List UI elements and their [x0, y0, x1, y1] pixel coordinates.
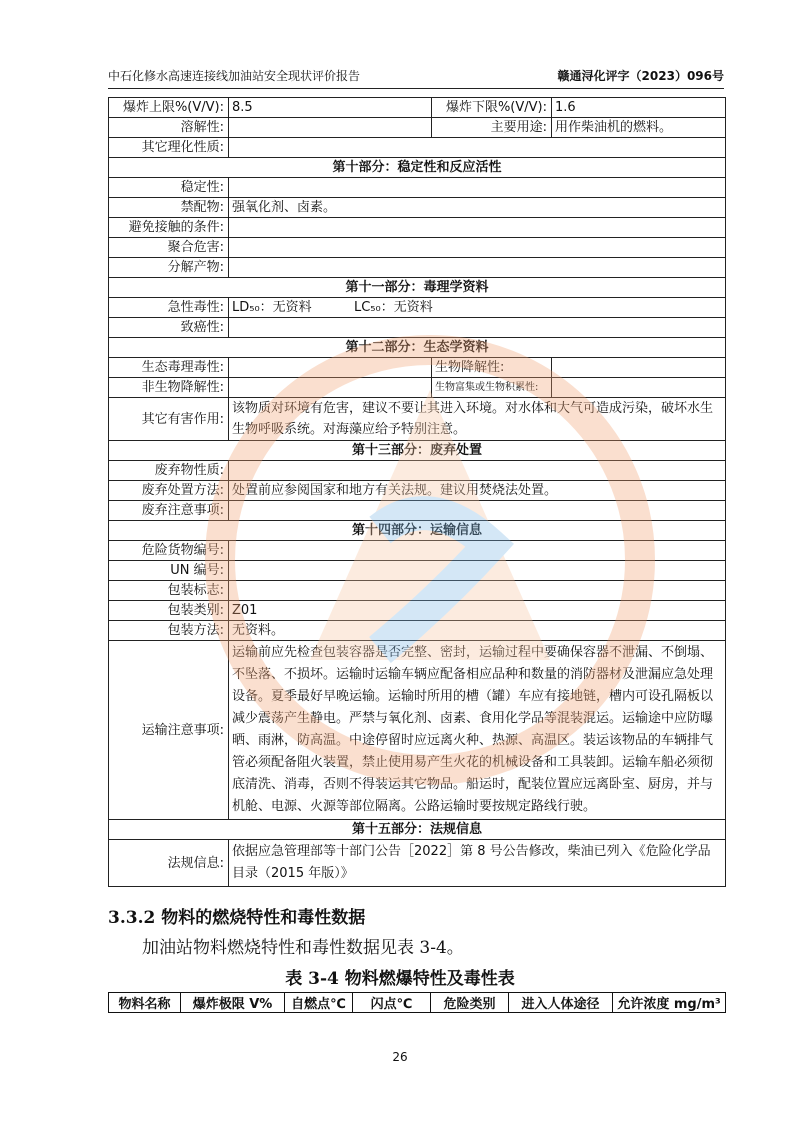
table-row — [109, 641, 726, 820]
table-row — [109, 178, 726, 198]
decomposition-value — [229, 258, 726, 278]
solubility-label: 溶解性: — [109, 118, 229, 138]
un-number-label: UN 编号: — [109, 561, 229, 581]
table-row — [109, 561, 726, 581]
ecotoxicity-value — [229, 358, 432, 378]
section-row — [109, 278, 726, 298]
other-props-value — [229, 138, 726, 158]
nonbiodegradability-label: 非生物降解性: — [109, 378, 229, 398]
table-header-row — [109, 993, 726, 1013]
table-row — [109, 258, 726, 278]
acute-toxicity-value — [229, 298, 726, 318]
table-row — [109, 481, 726, 501]
stability-label: 稳定性: — [109, 178, 229, 198]
avoid-conditions-value — [229, 218, 726, 238]
table-row — [109, 358, 726, 378]
section-12-title: 第十二部分：生态学资料 — [109, 338, 726, 358]
waste-notes-label: 废弃注意事项: — [109, 501, 229, 521]
other-harm-value: 该物质对环境有危害，建议不要让其进入环境。对水体和大气可造成污染，破坏水生生物呼吸系统。对海藻应给予特别注意。 — [229, 398, 726, 441]
col-header-entry-route: 进入人体途径 — [509, 993, 613, 1013]
section-10-title: 第十部分：稳定性和反应活性 — [109, 158, 726, 178]
polymer-hazard-value — [229, 238, 726, 258]
section-row — [109, 441, 726, 461]
col-header-flash-point: 闪点℃ — [353, 993, 431, 1013]
col-header-autoignition: 自燃点℃ — [285, 993, 353, 1013]
regulation-value: 依据应急管理部等十部门公告［2022］第 8 号公告修改，柴油已列入《危险化学品目录（2015 年版）》 — [229, 840, 726, 887]
table-row — [109, 218, 726, 238]
incompatible-label: 禁配物: — [109, 198, 229, 218]
section-heading: 3.3.2 物料的燃烧特性和毒性数据 — [108, 908, 366, 928]
section-14-title: 第十四部分：运输信息 — [109, 521, 726, 541]
waste-method-value: 处置前应参阅国家和地方有关法规。建议用焚烧法处置。 — [229, 481, 726, 501]
table-row — [109, 621, 726, 641]
main-use-label: 主要用途: — [432, 118, 552, 138]
biodegradability-label: 生物降解性: — [432, 358, 552, 378]
waste-nature-label: 废弃物性质: — [109, 461, 229, 481]
section-row — [109, 338, 726, 358]
regulation-label: 法规信息: — [109, 840, 229, 887]
explosion-upper-label: 爆炸上限%(V/V): — [109, 98, 229, 118]
incompatible-value: 强氧化剂、卤素。 — [229, 198, 726, 218]
package-method-label: 包装方法: — [109, 621, 229, 641]
section-13-title: 第十三部分：废弃处置 — [109, 441, 726, 461]
table-row — [109, 318, 726, 338]
page-header — [108, 68, 724, 89]
paragraph: 加油站物料燃烧特性和毒性数据见表 3-4。 — [142, 938, 464, 958]
explosion-lower-label: 爆炸下限%(V/V): — [432, 98, 552, 118]
package-mark-value — [229, 581, 726, 601]
other-props-label: 其它理化性质: — [109, 138, 229, 158]
section-row — [109, 158, 726, 178]
waste-notes-value — [229, 501, 726, 521]
package-class-label: 包装类别: — [109, 601, 229, 621]
waste-method-label: 废弃处置方法: — [109, 481, 229, 501]
package-method-value: 无资料。 — [229, 621, 726, 641]
table-caption: 表 3-4 物料燃爆特性及毒性表 — [285, 969, 515, 989]
carcinogenicity-value — [229, 318, 726, 338]
decomposition-label: 分解产物: — [109, 258, 229, 278]
biodegradability-value — [552, 358, 726, 378]
report-title: 中石化修水高速连接线加油站安全现状评价报告 — [108, 69, 361, 83]
package-mark-label: 包装标志: — [109, 581, 229, 601]
dg-number-label: 危险货物编号: — [109, 541, 229, 561]
bioaccumulation-label: 生物富集或生物积累性: — [432, 378, 552, 398]
transport-notes-label: 运输注意事项: — [109, 641, 229, 820]
table-row — [109, 461, 726, 481]
sds-table — [108, 97, 726, 887]
table-row — [109, 501, 726, 521]
table-row — [109, 601, 726, 621]
table-row — [109, 840, 726, 887]
un-number-value — [229, 561, 726, 581]
package-class-value: Z01 — [229, 601, 726, 621]
waste-nature-value — [229, 461, 726, 481]
material-table — [108, 992, 726, 1013]
col-header-allowed-concentration: 允许浓度 mg/m³ — [613, 993, 726, 1013]
other-harm-label: 其它有害作用: — [109, 398, 229, 441]
table-row — [109, 198, 726, 218]
table-row — [109, 398, 726, 441]
bioaccumulation-value — [552, 378, 726, 398]
table-row — [109, 118, 726, 138]
table-row — [109, 298, 726, 318]
table-row — [109, 541, 726, 561]
section-15-title: 第十五部分：法规信息 — [109, 820, 726, 840]
transport-notes-value: 运输前应先检查包装容器是否完整、密封，运输过程中要确保容器不泄漏、不倒塌、不坠落、不损坏。运输时运输车辆应配备相应品种和数量的消防器材及泄漏应急处理设备。夏季最好早晚运输。运输时所用的槽（罐）车应有接地链，槽内可设孔隔板以减少震荡产生静电。严禁与氧化剂、卤素、食用化学品等混装混运。运输途中应防曝晒、雨淋，防高温。中途停留时应远离火种、热源、高温区。装运该物品的车辆排气管必须配备阻火装置，禁止使用易产生火花的机械设备和工具装卸。运输车船必须彻底清洗、消毒，否则不得装运其它物品。船运时，配装位置应远离卧室、厨房，并与机舱、电源、火源等部位隔离。公路运输时要按规定路线行驶。 — [229, 641, 726, 820]
table-row — [109, 378, 726, 398]
explosion-upper-value: 8.5 — [229, 98, 432, 118]
page-number: 26 — [392, 1050, 408, 1064]
ld50-value: LD₅₀：无资料 — [232, 300, 312, 315]
table-row — [109, 138, 726, 158]
nonbiodegradability-value — [229, 378, 432, 398]
solubility-value — [229, 118, 432, 138]
section-row — [109, 820, 726, 840]
col-header-hazard-class: 危险类别 — [431, 993, 509, 1013]
dg-number-value — [229, 541, 726, 561]
section-11-title: 第十一部分：毒理学资料 — [109, 278, 726, 298]
col-header-explosion-limit: 爆炸极限 V% — [181, 993, 285, 1013]
section-row — [109, 521, 726, 541]
polymer-hazard-label: 聚合危害: — [109, 238, 229, 258]
acute-toxicity-label: 急性毒性: — [109, 298, 229, 318]
table-row — [109, 98, 726, 118]
table-row — [109, 581, 726, 601]
table-row — [109, 238, 726, 258]
carcinogenicity-label: 致癌性: — [109, 318, 229, 338]
main-use-value: 用作柴油机的燃料。 — [552, 118, 726, 138]
ecotoxicity-label: 生态毒理毒性: — [109, 358, 229, 378]
explosion-lower-value: 1.6 — [552, 98, 726, 118]
lc50-value: LC₅₀：无资料 — [353, 300, 433, 315]
avoid-conditions-label: 避免接触的条件: — [109, 218, 229, 238]
col-header-material: 物料名称 — [109, 993, 181, 1013]
report-number: 赣通浔化评字（2023）096号 — [557, 69, 724, 83]
stability-value — [229, 178, 726, 198]
